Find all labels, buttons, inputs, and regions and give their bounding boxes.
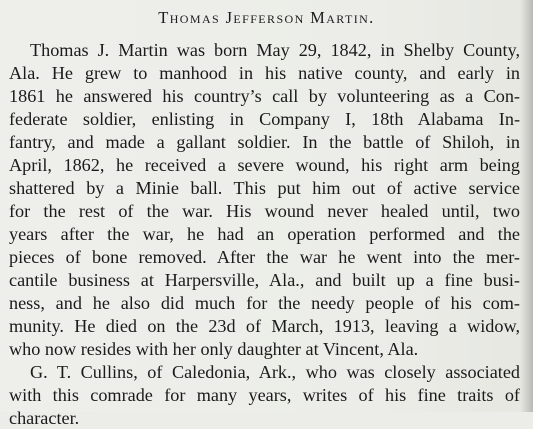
paragraph-line: 1861 he answered his country’s call by volunteering as a Con- — [9, 86, 520, 106]
document-title: Thomas Jefferson Martin. — [158, 8, 375, 27]
paragraph-line: Thomas J. Martin was born May 29, 1842, in Shelby County, — [30, 40, 520, 60]
paragraph-line: ness, and he also did much for the needy people of his com- — [9, 293, 520, 313]
paragraph-line: who now resides with her only daughter at Vincent, Ala. — [9, 339, 419, 359]
paragraph-line: shattered by a Minie ball. This put him out of active service — [9, 178, 520, 198]
paragraph-line: munity. He died on the 23d of March, 1913, leaving a widow, — [9, 316, 520, 336]
paragraph-line: for the rest of the war. His wound never healed until, two — [9, 201, 520, 221]
paragraph-line: years after the war, he had an operation performed and the — [9, 224, 520, 244]
paragraph-line: cantile business at Harpersville, Ala., and built up a fine busi- — [9, 270, 520, 290]
page-edge-shadow — [520, 0, 533, 412]
paragraph-line: with this comrade for many years, writes of his fine traits of — [9, 385, 520, 405]
paragraph-line: character. — [9, 408, 80, 428]
paragraph-line: G. T. Cullins, of Caledonia, Ark., who was closely associated — [30, 362, 520, 382]
paragraph-line: fantry, and made a gallant soldier. In the battle of Shiloh, in — [9, 132, 520, 152]
paragraph-line: Ala. He grew to manhood in his native county, and early in — [9, 63, 520, 83]
paragraph-line: federate soldier, enlisting in Company I, 18th Alabama In- — [9, 109, 520, 129]
paragraph-line: pieces of bone removed. After the war he went into the mer- — [9, 247, 520, 267]
paragraph-line: April, 1862, he received a severe wound, his right arm being — [9, 155, 520, 175]
